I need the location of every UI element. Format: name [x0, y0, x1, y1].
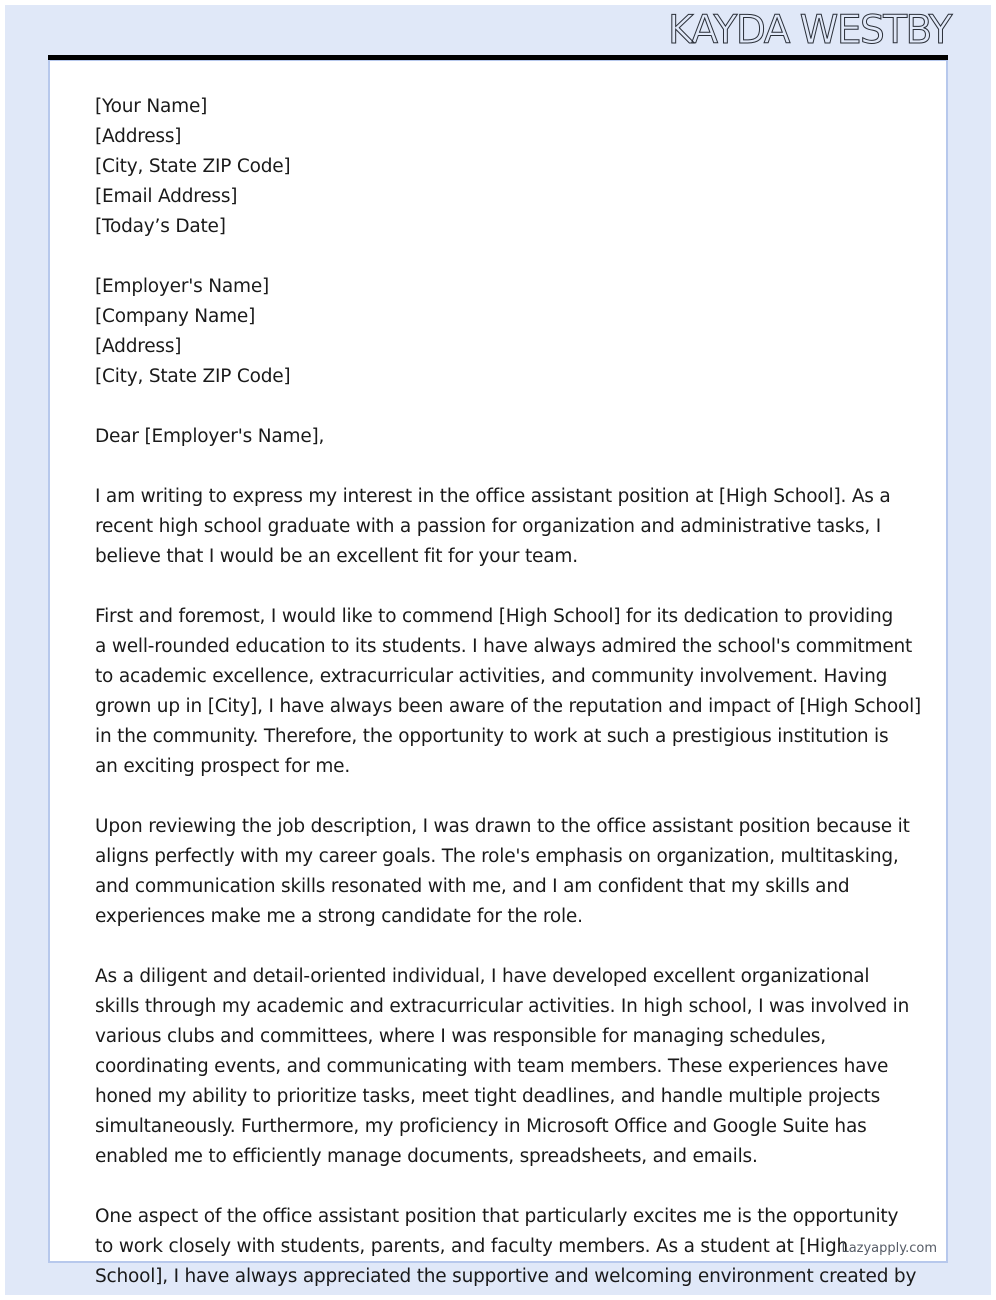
- paragraph-job-description: [95, 812, 910, 932]
- paragraph-line: aligns perfectly with my career goals. The role's emphasis on organization, multitasking,: [95, 846, 899, 867]
- sender-email: [Email Address]: [95, 186, 238, 207]
- applicant-name-heading: KAYDA WESTBY: [667, 8, 951, 53]
- paragraph-line: and communication skills resonated with me, and I am confident that my skills and: [95, 876, 850, 897]
- sender-name: [Your Name]: [95, 96, 208, 117]
- salutation: Dear [Employer's Name],: [95, 426, 325, 447]
- recipient-company: [Company Name]: [95, 306, 256, 327]
- paragraph-commend-school: [95, 602, 922, 782]
- paragraph-line: an exciting prospect for me.: [95, 756, 351, 777]
- paragraph-line: I am writing to express my interest in the office assistant position at [High School]. As a: [95, 486, 891, 507]
- sender-block: [95, 92, 895, 242]
- paragraph-line: to work closely with students, parents, and faculty members. As a student at [High: [95, 1236, 849, 1257]
- sender-address: [Address]: [95, 126, 182, 147]
- paragraph-line: experiences make me a strong candidate for the role.: [95, 906, 583, 927]
- paragraph-line: skills through my academic and extracurricular activities. In high school, I was involved in: [95, 996, 910, 1017]
- paragraph-line: simultaneously. Furthermore, my proficiency in Microsoft Office and Google Suite has: [95, 1116, 867, 1137]
- paragraph-line: Upon reviewing the job description, I was drawn to the office assistant position because it: [95, 816, 910, 837]
- paragraph-line: grown up in [City], I have always been aware of the reputation and impact of [High School]: [95, 696, 922, 717]
- letter-date: [Today’s Date]: [95, 216, 226, 237]
- paragraph-line: One aspect of the office assistant position that particularly excites me is the opportunity: [95, 1206, 899, 1227]
- paragraph-line: various clubs and committees, where I was responsible for managing schedules,: [95, 1026, 826, 1047]
- recipient-block: [95, 272, 895, 392]
- paragraph-working-with-students: [95, 1202, 917, 1292]
- paragraph-line: in the community. Therefore, the opportunity to work at such a prestigious institution is: [95, 726, 889, 747]
- paragraph-line: to academic excellence, extracurricular activities, and community involvement. Having: [95, 666, 888, 687]
- watermark-text: Lazyapply.com: [841, 1241, 937, 1256]
- recipient-employer-name: [Employer's Name]: [95, 276, 270, 297]
- paragraph-line: enabled me to efficiently manage documents, spreadsheets, and emails.: [95, 1146, 758, 1167]
- paragraph-organizational-skills: [95, 962, 910, 1172]
- paragraph-line: a well-rounded education to its students. I have always admired the school's commitment: [95, 636, 913, 657]
- paragraph-line: As a diligent and detail-oriented individual, I have developed excellent organizational: [95, 966, 870, 987]
- paragraph-line: First and foremost, I would like to commend [High School] for its dedication to providing: [95, 606, 894, 627]
- sender-city-state-zip: [City, State ZIP Code]: [95, 156, 291, 177]
- cover-letter-body: [95, 92, 922, 1292]
- paragraph-interest: [95, 482, 895, 572]
- paragraph-line: School], I have always appreciated the supportive and welcoming environment created by: [95, 1266, 917, 1287]
- paragraph-line: believe that I would be an excellent fit for your team.: [95, 546, 578, 567]
- paragraph-line: recent high school graduate with a passion for organization and administrative tasks, I: [95, 516, 882, 537]
- header-rule: [48, 55, 948, 60]
- recipient-address: [Address]: [95, 336, 182, 357]
- recipient-city-state-zip: [City, State ZIP Code]: [95, 366, 291, 387]
- paragraph-line: honed my ability to prioritize tasks, meet tight deadlines, and handle multiple projects: [95, 1086, 881, 1107]
- paragraph-line: coordinating events, and communicating with team members. These experiences have: [95, 1056, 889, 1077]
